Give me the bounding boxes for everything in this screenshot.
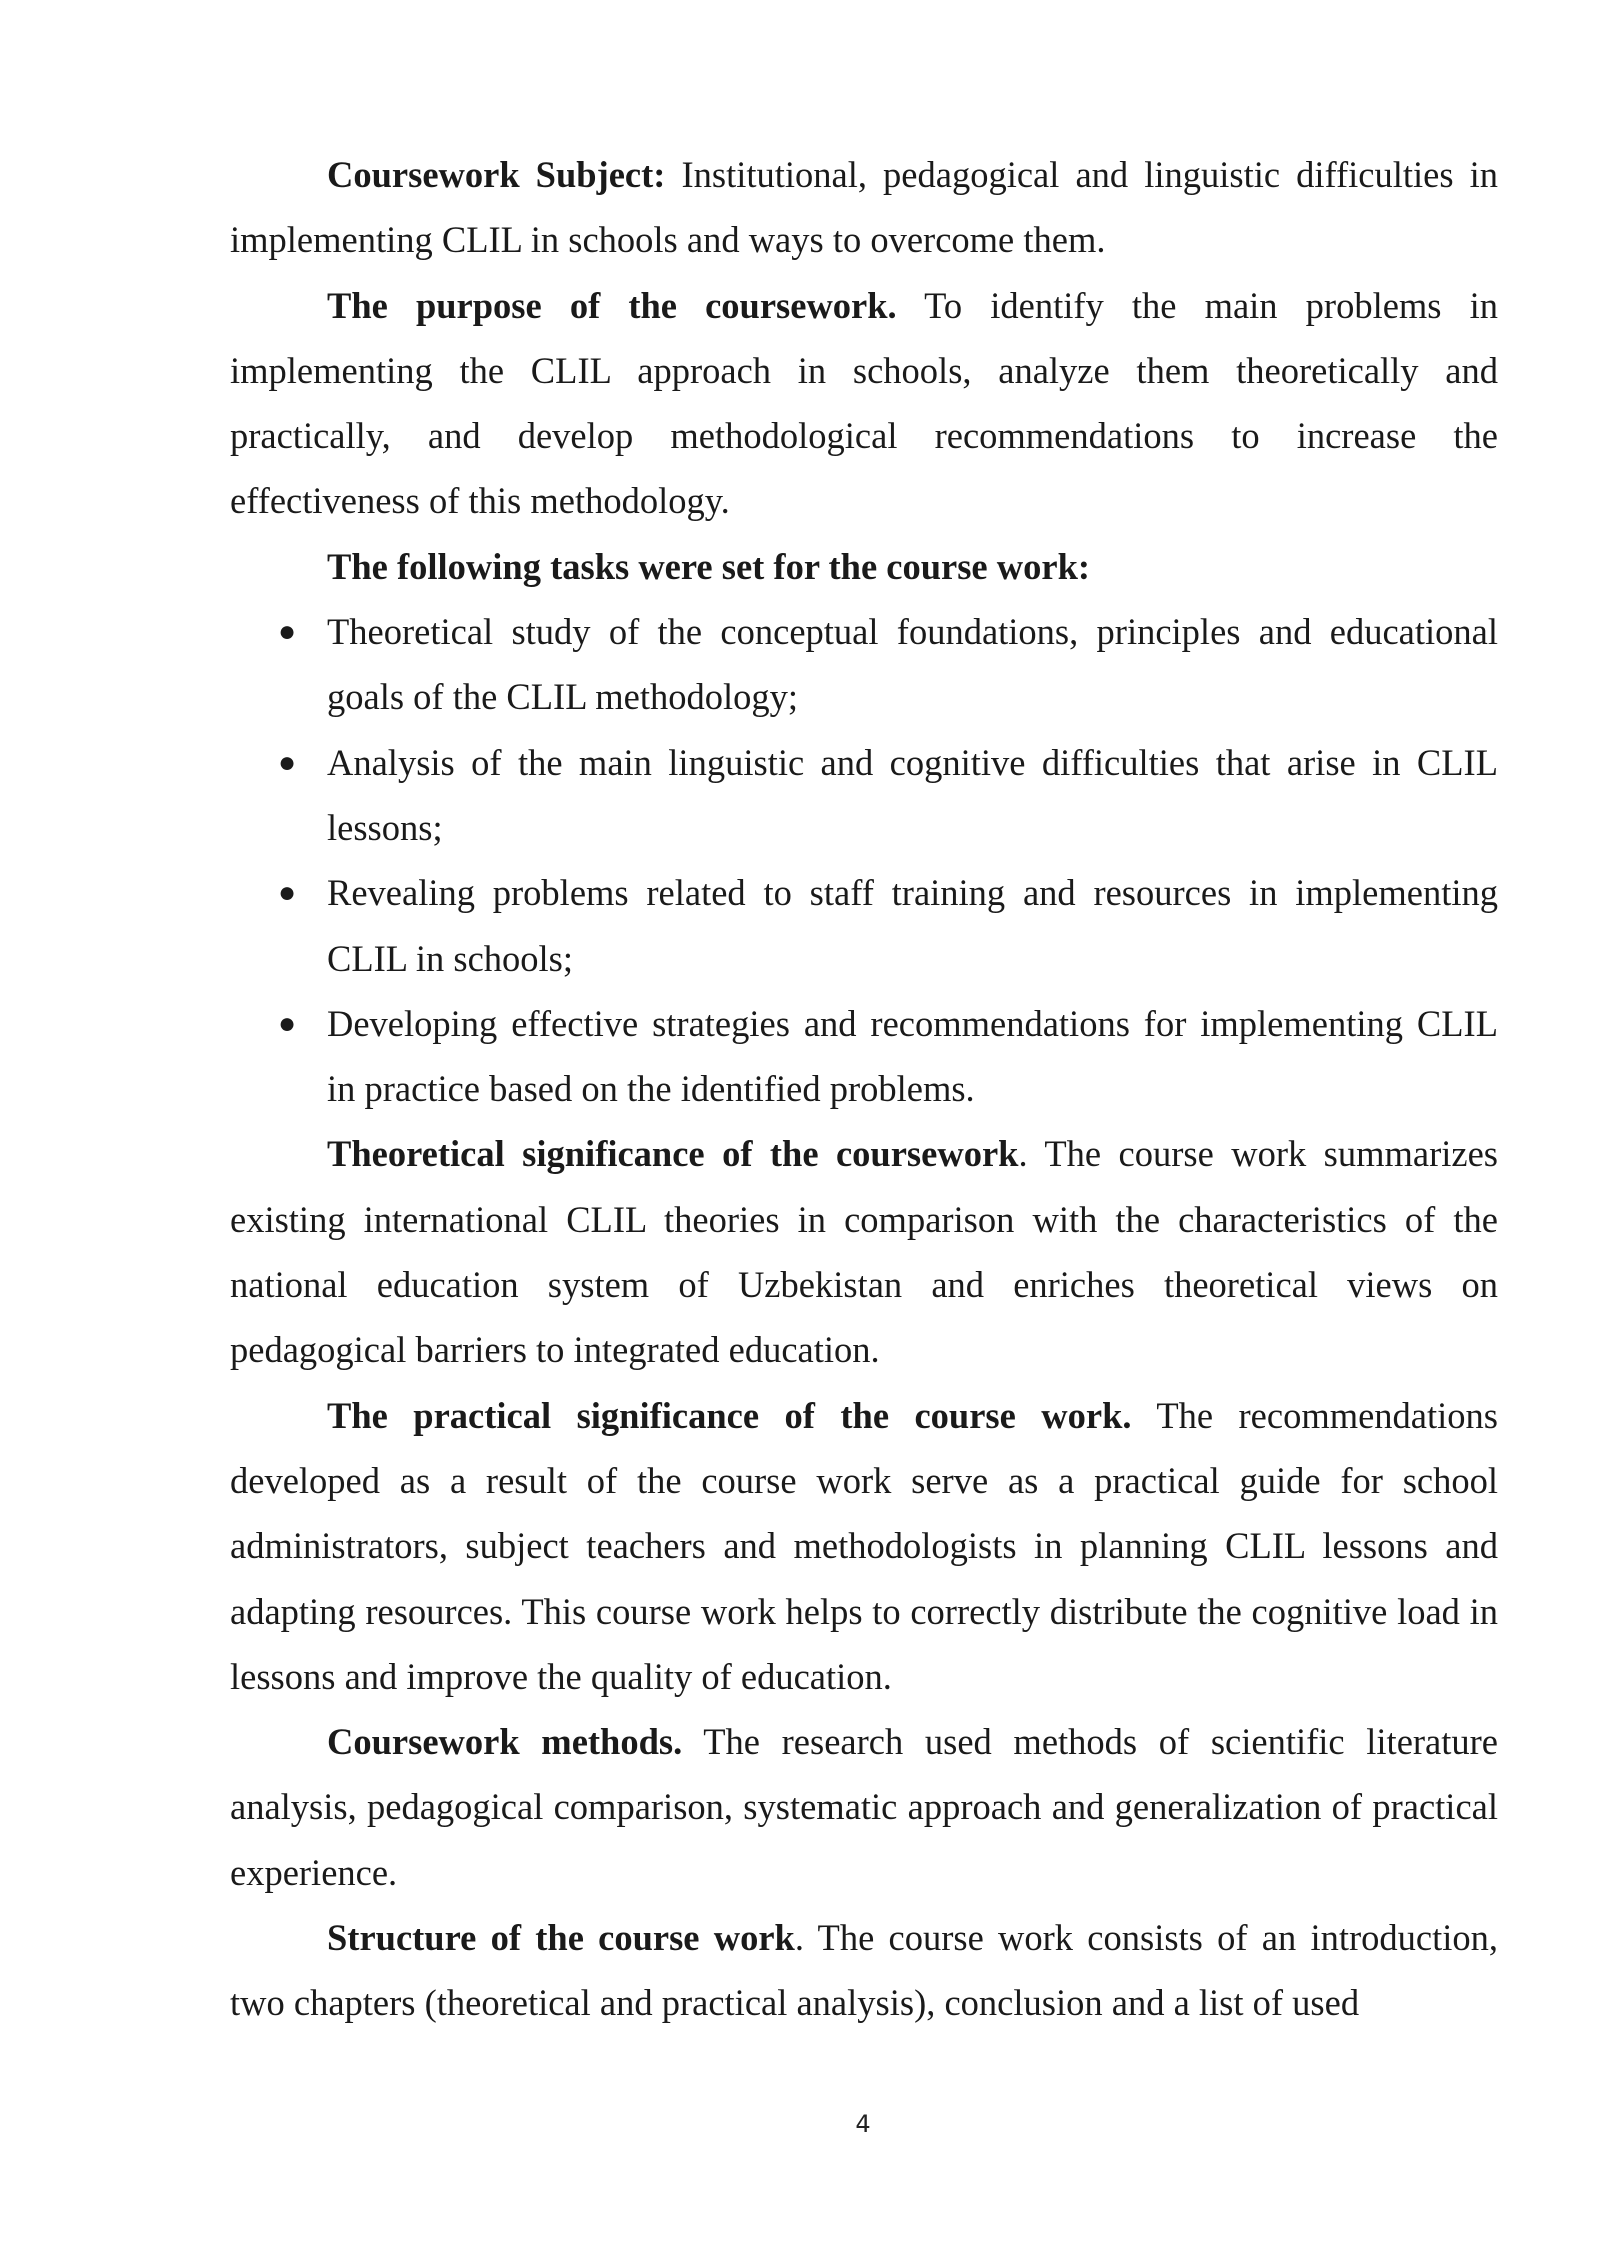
- practical-text: The recommendations developed as a result of the course work serve as a practical guide for school administrators, subject teachers and methodologists in planning CLIL lessons and adapting resources. This course work helps to correctly distribute the cognitive load in lessons and improve the quality of education.: [230, 1394, 1498, 1697]
- bullet-dot-icon: ●: [278, 745, 297, 779]
- methods-text: The research used methods of scientific literature analysis, pedagogical comparison, systematic approach and generalization of practical experience.: [230, 1721, 1499, 1893]
- document-page: [230, 142, 1498, 2036]
- practical-paragraph: [230, 1383, 1498, 1709]
- list-item-text: Developing effective strategies and recommendations for implementing CLIL in practice based on the identified problems.: [327, 1002, 1498, 1110]
- bullet-dot-icon: ●: [278, 1006, 297, 1040]
- subject-text: Institutional, pedagogical and linguistic difficulties in implementing CLIL in schools and ways to overcome them.: [230, 154, 1498, 261]
- tasks-heading: [230, 534, 1498, 599]
- tasks-list: [230, 599, 1498, 1121]
- list-item-text: Theoretical study of the conceptual foundations, principles and educational goals of the CLIL methodology;: [327, 611, 1498, 718]
- structure-label: Structure of the course work: [327, 1917, 795, 1959]
- list-item-text: Revealing problems related to staff training and resources in implementing CLIL in schools;: [327, 872, 1498, 979]
- list-item: [230, 730, 1498, 861]
- page-number: 4: [855, 2110, 871, 2138]
- list-item-text: Analysis of the main linguistic and cognitive difficulties that arise in CLIL lessons;: [327, 741, 1498, 848]
- purpose-paragraph: [230, 273, 1498, 534]
- list-item: [230, 991, 1498, 1122]
- purpose-label: The purpose of the coursework.: [327, 284, 897, 326]
- methods-label: Coursework methods.: [327, 1721, 683, 1763]
- bullet-dot-icon: ●: [278, 615, 297, 649]
- purpose-text: To identify the main problems in implementing the CLIL approach in schools, analyze them theoretically and practically, and develop methodological recommendations to increase the effectiveness of this methodology.: [230, 284, 1499, 522]
- theoretical-paragraph: [230, 1121, 1498, 1382]
- theoretical-text: . The course work summarizes existing international CLIL theories in comparison with the characteristics of the national education system of Uzbekistan and enriches theoretical views on pedagogical barriers to integrated education.: [230, 1133, 1498, 1371]
- list-item: [230, 599, 1498, 730]
- subject-paragraph: [230, 142, 1498, 273]
- list-item: [230, 860, 1498, 991]
- methods-paragraph: [230, 1709, 1498, 1905]
- tasks-heading-label: The following tasks were set for the course work:: [327, 545, 1091, 587]
- theoretical-label: Theoretical significance of the coursework: [327, 1133, 1019, 1175]
- structure-text: . The course work consists of an introduction, two chapters (theoretical and practical analysis), conclusion and a list of used: [230, 1917, 1499, 2024]
- structure-paragraph: [230, 1905, 1498, 2036]
- practical-label: The practical significance of the course work.: [327, 1394, 1132, 1436]
- subject-label: Coursework Subject:: [327, 154, 666, 195]
- bullet-dot-icon: ●: [278, 876, 297, 910]
